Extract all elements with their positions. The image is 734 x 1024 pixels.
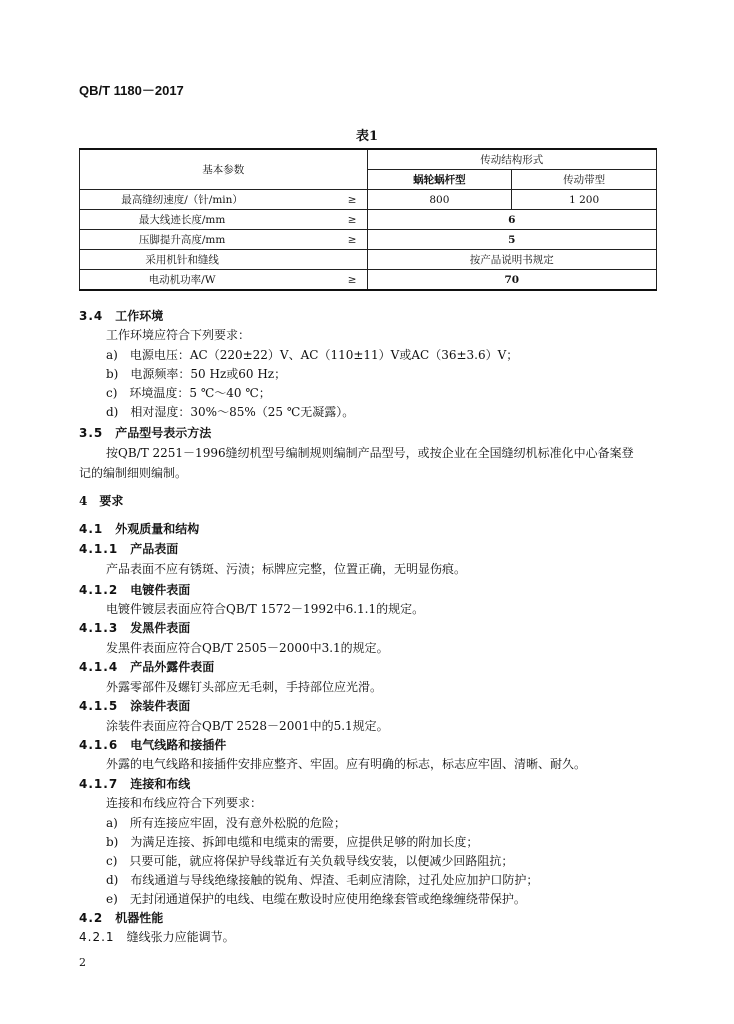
param-cell: 压脚提升高度/mm <box>80 230 285 250</box>
param-cell: 采用机针和缝线 <box>80 250 285 270</box>
symbol-cell: ≥ <box>284 270 367 291</box>
value-cell: 1 200 <box>512 190 657 210</box>
paragraph: 涂装件表面应符合QB/T 2528－2001中的5.1规定。 <box>106 719 389 733</box>
list-item: d) 布线通道与导线绝缘接触的锐角、焊渣、毛刺应清除，过孔处应加护口防护； <box>106 873 539 887</box>
paragraph: 电镀件镀层表面应符合QB/T 1572－1992中6.1.1的规定。 <box>106 602 425 616</box>
chapter-heading: 4 要求 <box>79 494 124 508</box>
paragraph: 连接和布线应符合下列要求： <box>106 796 263 810</box>
subsection-heading: 4.1.7 连接和布线 <box>79 777 191 791</box>
value-cell: 按产品说明书规定 <box>367 250 656 270</box>
value-cell: 5 <box>367 230 656 250</box>
section-heading: 4.1 外观质量和结构 <box>79 522 200 536</box>
group-header: 传动结构形式 <box>367 149 656 170</box>
subsection-heading: 4.1.2 电镀件表面 <box>79 583 191 597</box>
list-item: c) 只要可能，就应将保护导线靠近有关负载导线安装，以便减少回路阻抗； <box>106 854 514 868</box>
paragraph: 工作环境应符合下列要求： <box>106 328 251 342</box>
subsection-heading: 4.1.1 产品表面 <box>79 542 179 556</box>
list-item: c) 环境温度：5 ℃～40 ℃； <box>106 386 271 400</box>
symbol-cell <box>284 250 367 270</box>
value-cell: 800 <box>367 190 512 210</box>
param-cell: 电动机功率/W <box>80 270 285 291</box>
subsection-heading: 4.1.3 发黑件表面 <box>79 621 191 635</box>
table-row <box>80 250 657 270</box>
paragraph: 记的编制细则编制。 <box>79 466 188 480</box>
table-row <box>80 210 657 230</box>
table-caption: 表1 <box>355 129 379 144</box>
list-item: b) 电源频率：50 Hz或60 Hz； <box>106 367 287 381</box>
col2-header: 传动带型 <box>512 170 657 190</box>
table-row <box>80 190 657 210</box>
subsection-heading: 4.1.6 电气线路和接插件 <box>79 738 227 752</box>
paragraph: 产品表面不应有锈斑、污渍；标牌应完整，位置正确，无明显伤痕。 <box>106 562 467 576</box>
subsection-heading: 4.1.5 涂装件表面 <box>79 699 191 713</box>
symbol-cell: ≥ <box>284 230 367 250</box>
page-number: 2 <box>79 956 86 969</box>
value-cell: 6 <box>367 210 656 230</box>
section-heading: 4.2 机器性能 <box>79 911 164 925</box>
param-cell: 最大线迹长度/mm <box>80 210 285 230</box>
paragraph: 外露的电气线路和接插件安排应整齐、牢固。应有明确的标志，标志应牢固、清晰、耐久。 <box>106 757 587 771</box>
list-item: e) 无封闭通道保护的电线、电缆在敷设时应使用绝缘套管或绝缘缠绕带保护。 <box>106 892 526 906</box>
paragraph: 外露零部件及螺钉头部应无毛刺，手持部位应光滑。 <box>106 680 383 694</box>
param-header: 基本参数 <box>80 149 368 190</box>
table-row <box>80 230 657 250</box>
symbol-cell: ≥ <box>284 190 367 210</box>
standard-code: QB/T 1180－2017 <box>79 83 184 98</box>
list-item: b) 为满足连接、拆卸电缆和电缆束的需要，应提供足够的附加长度； <box>106 835 479 849</box>
parameters-table <box>79 148 657 291</box>
param-cell: 最高缝纫速度/（针/min） <box>80 190 285 210</box>
section-heading: 3.4 工作环境 <box>79 309 164 323</box>
table-row <box>80 270 657 291</box>
subsection-heading: 4.1.4 产品外露件表面 <box>79 660 215 674</box>
section-heading: 3.5 产品型号表示方法 <box>79 426 212 440</box>
col1-header: 蜗轮蜗杆型 <box>367 170 512 190</box>
value-cell: 70 <box>367 270 656 291</box>
list-item: a) 电源电压：AC（220±22）V、AC（110±11）V或AC（36±3.6）V； <box>106 348 519 362</box>
list-item: a) 所有连接应牢固，没有意外松脱的危险； <box>106 816 346 830</box>
paragraph: 按QB/T 2251－1996缝纫机型号编制规则编制产品型号，或按企业在全国缝纫机标准化中心备案登 <box>106 446 634 460</box>
list-item: d) 相对湿度：30%～85%（25 ℃无凝露）。 <box>106 405 355 419</box>
paragraph: 发黑件表面应符合QB/T 2505－2000中3.1的规定。 <box>106 641 389 655</box>
paragraph: 4.2.1 缝线张力应能调节。 <box>79 930 235 944</box>
symbol-cell: ≥ <box>284 210 367 230</box>
